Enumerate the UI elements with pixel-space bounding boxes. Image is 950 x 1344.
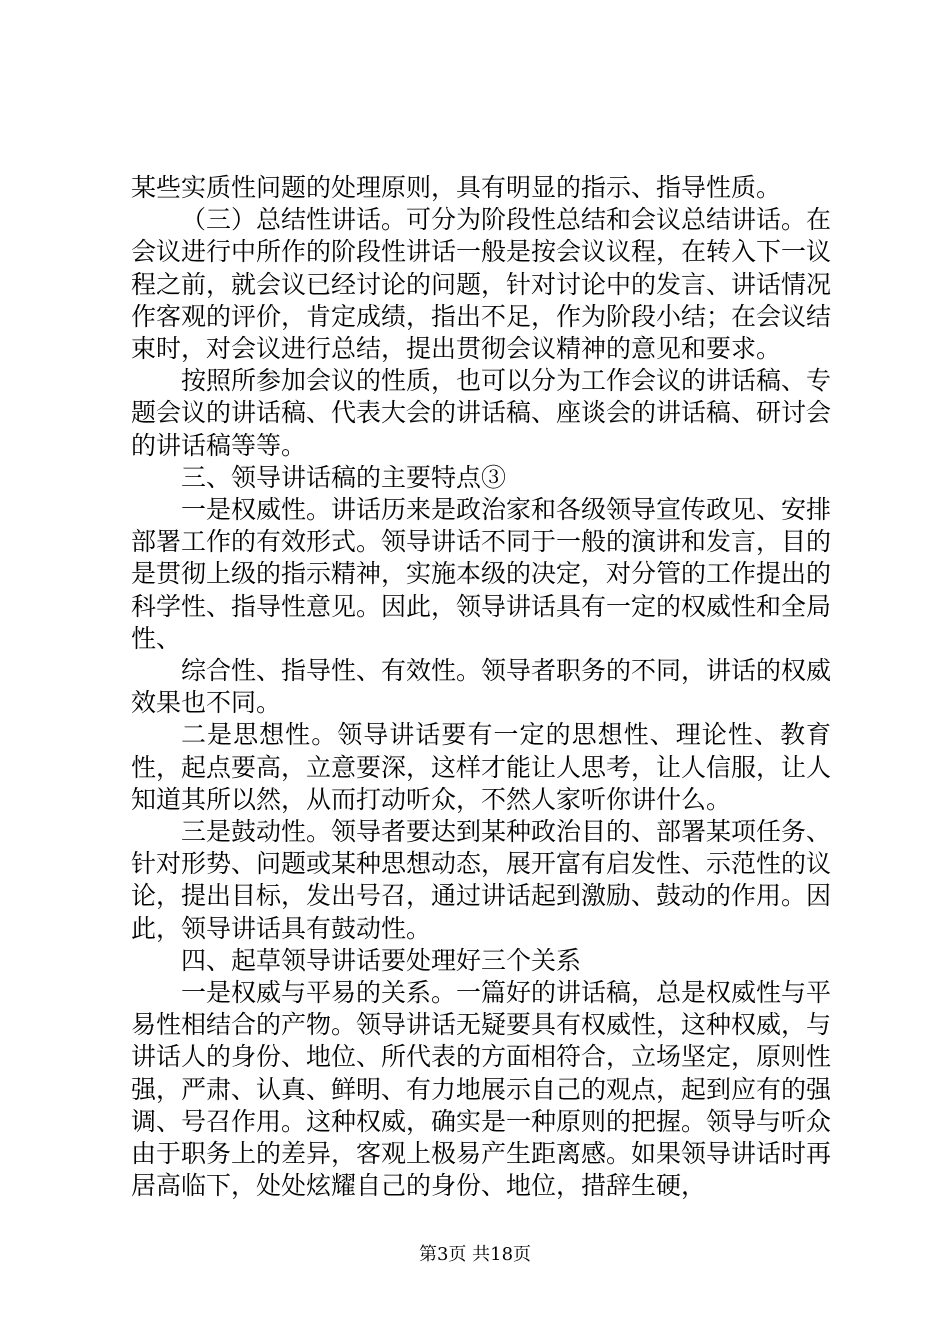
paragraph: （三）总结性讲话。可分为阶段性总结和会议总结讲话。在会议进行中所作的阶段性讲话一般是按会议议程，在转入下一议程之前，就会议已经讨论的问题，针对讨论中的发言、讲话情况作客观的评价，肯定成绩，指出不足，作为阶段小结；在会议结束时，对会议进行总结，提出贯彻会议精神的意见和要求。 — [131, 205, 832, 364]
paragraph: 三是鼓动性。领导者要达到某种政治目的、部署某项任务、针对形势、问题或某种思想动态，展开富有启发性、示范性的议论，提出目标，发出号召，通过讲话起到激励、鼓动的作用。因此，领导讲话具有鼓动性。 — [131, 817, 832, 943]
paragraph: 二是思想性。领导讲话要有一定的思想性、理论性、教育性，起点要高，立意要深，这样才能让人思考，让人信服，让人知道其所以然，从而打动听众，不然人家听你讲什么。 — [131, 720, 832, 814]
paragraph: 综合性、指导性、有效性。领导者职务的不同，讲话的权威效果也不同。 — [131, 656, 832, 718]
section-heading: 四、起草领导讲话要处理好三个关系 — [181, 945, 582, 975]
page-number-footer: 第3页 共18页 — [418, 1244, 532, 1265]
document-body — [131, 172, 831, 1203]
section-heading: 三、领导讲话稿的主要特点③ — [181, 462, 507, 492]
paragraph: 一是权威性。讲话历来是政治家和各级领导宣传政见、安排部署工作的有效形式。领导讲话不同于一般的演讲和发言，目的是贯彻上级的指示精神，实施本级的决定，对分管的工作提出的科学性、指导性意见。因此，领导讲话具有一定的权威性和全局性、 — [131, 495, 832, 653]
paragraph: 按照所参加会议的性质，也可以分为工作会议的讲话稿、专题会议的讲话稿、代表大会的讲话稿、座谈会的讲话稿、研讨会的讲话稿等等。 — [131, 366, 832, 460]
paragraph: 一是权威与平易的关系。一篇好的讲话稿，总是权威性与平易性相结合的产物。领导讲话无疑要具有权威性，这种权威，与讲话人的身份、地位、所代表的方面相符合，立场坚定，原则性强，严肃、认真、鲜明、有力地展示自己的观点，起到应有的强调、号召作用。这种权威，确实是一种原则的把握。领导与听众由于职务上的差异，客观上极易产生距离感。如果领导讲话时再居高临下，处处炫耀自己的身份、地位，措辞生硬， — [131, 978, 832, 1201]
paragraph: 某些实质性问题的处理原则，具有明显的指示、指导性质。 — [131, 173, 782, 202]
